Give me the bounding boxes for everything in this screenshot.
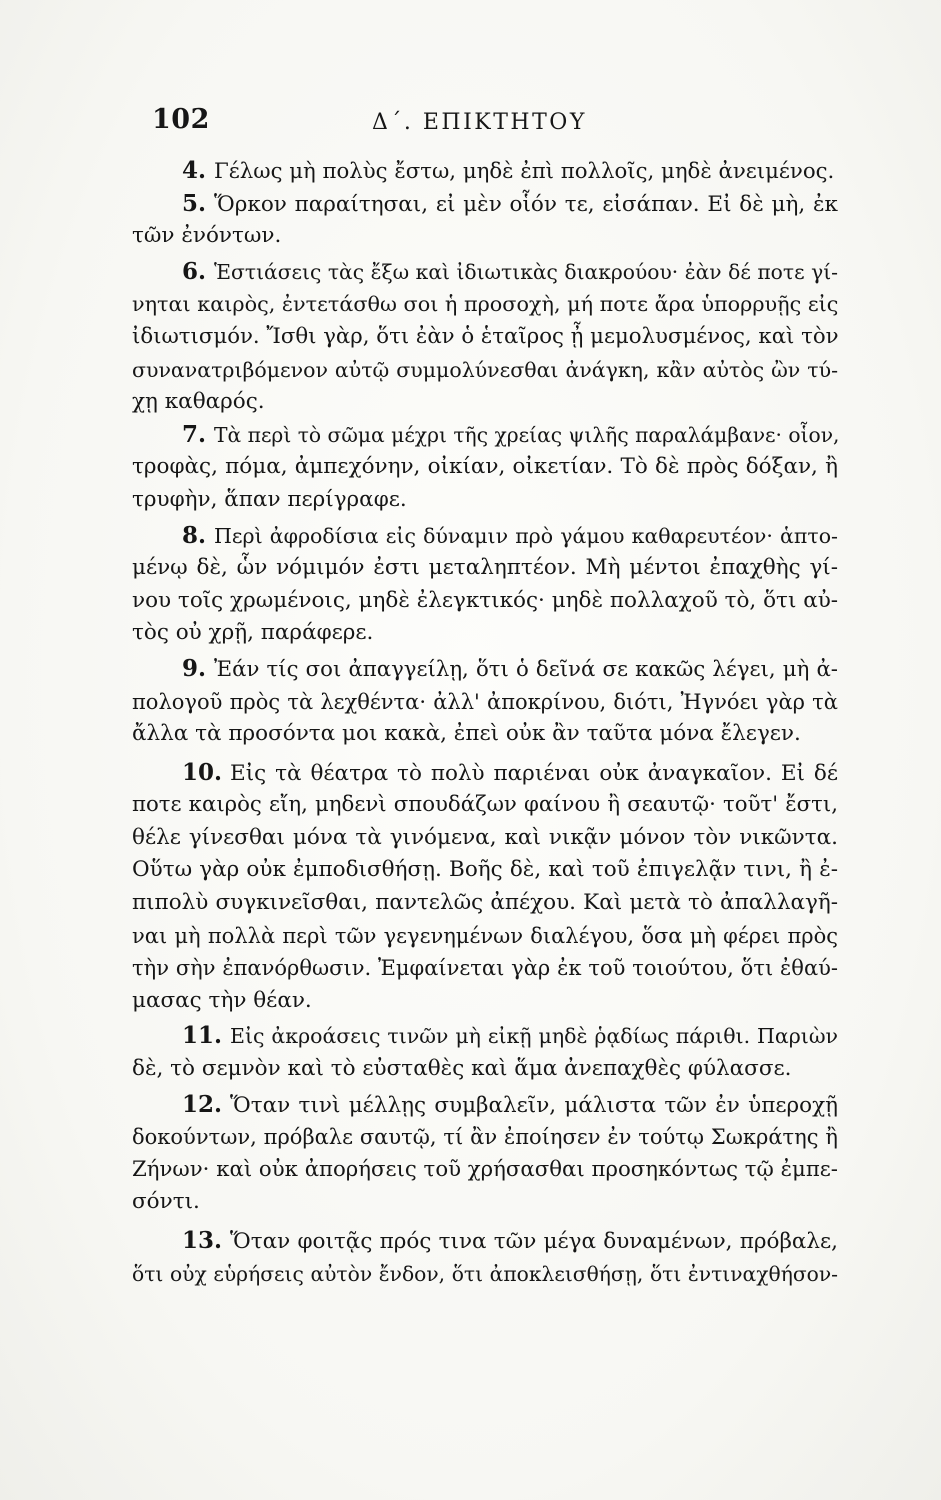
paragraph-line: ὅτι οὐχ εὑρήσεις αὐτὸν ἔνδον, ὅτι ἀποκλεισθήσῃ, ὅτι ἐντιναχθήσον- (132, 1261, 838, 1286)
section-number: 9. (182, 654, 207, 682)
paragraph-line: Ζήνων· καὶ οὐκ ἀπορήσεις τοῦ χρήσασθαι προσηκόντως τῷ ἐμπε- (132, 1156, 838, 1182)
section-number: 6. (182, 257, 207, 285)
paragraph-line: 8. Περὶ ἀφροδίσια εἰς δύναμιν πρὸ γάμου καθαρευτέον· ἁπτο- (182, 521, 838, 549)
paragraph-line: 4. Γέλως μὴ πολὺς ἔστω, μηδὲ ἐπὶ πολλοῖς, μηδὲ ἀνειμένος. (182, 157, 835, 184)
section-number: 5. (182, 189, 207, 217)
paragraph-line: τροφὰς, πόμα, ἀμπεχόνην, οἰκίαν, οἰκετίαν. Τὸ δὲ πρὸς δόξαν, ἢ (132, 454, 838, 480)
paragraph-line: σόντι. (132, 1189, 200, 1215)
body-text (132, 155, 838, 1290)
paragraph-line: 12. Ὅταν τινὶ μέλλῃς συμβαλεῖν, μάλιστα τῶν ἐν ὑπεροχῇ (182, 1090, 838, 1118)
paragraph-line: δὲ, τὸ σεμνὸν καὶ τὸ εὐσταθὲς καὶ ἅμα ἀνεπαχθὲς φύλασσε. (132, 1056, 792, 1082)
paragraph-line: συνανατριβόμενον αὐτῷ συμμολύνεσθαι ἀνάγκη, κἂν αὐτὸς ὢν τύ- (132, 357, 838, 382)
section-number: 13. (182, 1227, 223, 1254)
paragraph-line: δοκούντων, πρόβαλε σαυτῷ, τί ἂν ἐποίησεν ἐν τούτῳ Σωκράτης ἢ (132, 1125, 838, 1150)
paragraph-line: τὸς οὐ χρῇ, παράφερε. (132, 620, 374, 646)
paragraph-line: νηται καιρὸς, ἐντετάσθω σοι ἡ προσοχὴ, μή ποτε ἄρα ὑπορρυῇς εἰς (132, 292, 839, 317)
paragraph-line: μασας τὴν θέαν. (132, 987, 312, 1013)
paragraph-line: 6. Ἑστιάσεις τὰς ἔξω καὶ ἰδιωτικὰς διακρούου· ἐὰν δέ ποτε γί- (182, 257, 838, 285)
paragraph-line: τῶν ἐνόντων. (132, 223, 282, 249)
paragraph-line: 10. Εἰς τὰ θέατρα τὸ πολὺ παριέναι οὐκ ἀναγκαῖον. Εἰ δέ (182, 758, 838, 786)
paragraph-line: νου τοῖς χρωμένοις, μηδὲ ἐλεγκτικός· μηδὲ πολλαχοῦ τὸ, ὅτι αὐ- (132, 587, 839, 613)
paragraph-line: ποτε καιρὸς εἴη, μηδενὶ σπουδάζων φαίνου ἢ σεαυτῷ· τοῦτ' ἔστι, (132, 792, 838, 818)
paragraph-line: πολογοῦ πρὸς τὰ λεχθέντα· ἀλλ' ἀποκρίνου, διότι, Ἠγνόει γὰρ τὰ (132, 689, 838, 714)
running-head: Δ΄. ΕΠΙΚΤΗΤΟΥ (372, 110, 587, 135)
paragraph-line: χῃ καθαρός. (132, 389, 265, 415)
paragraph-line: θέλε γίνεσθαι μόνα τὰ γινόμενα, καὶ νικᾷν μόνον τὸν νικῶντα. (132, 824, 838, 850)
section-number: 12. (182, 1090, 223, 1118)
paragraph-line: ἰδιωτισμόν. Ἴσθι γὰρ, ὅτι ἐὰν ὁ ἑταῖρος ᾖ μεμολυσμένος, καὶ τὸν (132, 323, 839, 349)
paragraph-line: 13. Ὅταν φοιτᾷς πρός τινα τῶν μέγα δυναμένων, πρόβαλε, (182, 1227, 838, 1254)
paragraph-line: τὴν σὴν ἐπανόρθωσιν. Ἐμφαίνεται γὰρ ἐκ τοῦ τοιούτου, ὅτι ἐθαύ- (132, 956, 838, 981)
paragraph-line: ναι μὴ πολλὰ περὶ τῶν γεγενημένων διαλέγου, ὅσα μὴ φέρει πρὸς (132, 923, 838, 948)
section-number: 7. (182, 420, 207, 448)
paragraph-line: 5. Ὅρκον παραίτησαι, εἰ μὲν οἷόν τε, εἰσάπαν. Εἰ δὲ μὴ, ἐκ (182, 189, 838, 217)
section-number: 10. (182, 758, 223, 786)
paragraph-line: Οὕτω γὰρ οὐκ ἐμποδισθήσῃ. Βοῆς δὲ, καὶ τοῦ ἐπιγελᾷν τινι, ἢ ἐ- (132, 857, 838, 883)
paragraph-line: τρυφὴν, ἅπαν περίγραφε. (132, 486, 407, 512)
page-number: 102 (152, 104, 210, 135)
paragraph-line: μένῳ δὲ, ὧν νόμιμόν ἐστι μεταληπτέον. Μὴ μέντοι ἐπαχθὴς γί- (132, 555, 838, 581)
section-number: 8. (182, 521, 207, 549)
paragraph-line: ἄλλα τὰ προσόντα μοι κακὰ, ἐπεὶ οὐκ ἂν ταῦτα μόνα ἔλεγεν. (132, 721, 801, 747)
section-number: 11. (182, 1022, 223, 1050)
paragraph-line: 7. Τὰ περὶ τὸ σῶμα μέχρι τῆς χρείας ψιλῆς παραλάμβανε· οἷον, (182, 420, 840, 448)
paragraph-line: 9. Ἐάν τίς σοι ἀπαγγείλῃ, ὅτι ὁ δεῖνά σε κακῶς λέγει, μὴ ἀ- (182, 654, 838, 682)
page-header (150, 104, 830, 144)
paragraph-line: πιπολὺ συγκινεῖσθαι, παντελῶς ἀπέχου. Καὶ μετὰ τὸ ἀπαλλαγῆ- (132, 890, 838, 916)
paragraph-line: 11. Εἰς ἀκροάσεις τινῶν μὴ εἰκῇ μηδὲ ῥᾳδίως πάριθι. Παριὼν (182, 1022, 838, 1050)
section-number: 4. (182, 157, 207, 184)
